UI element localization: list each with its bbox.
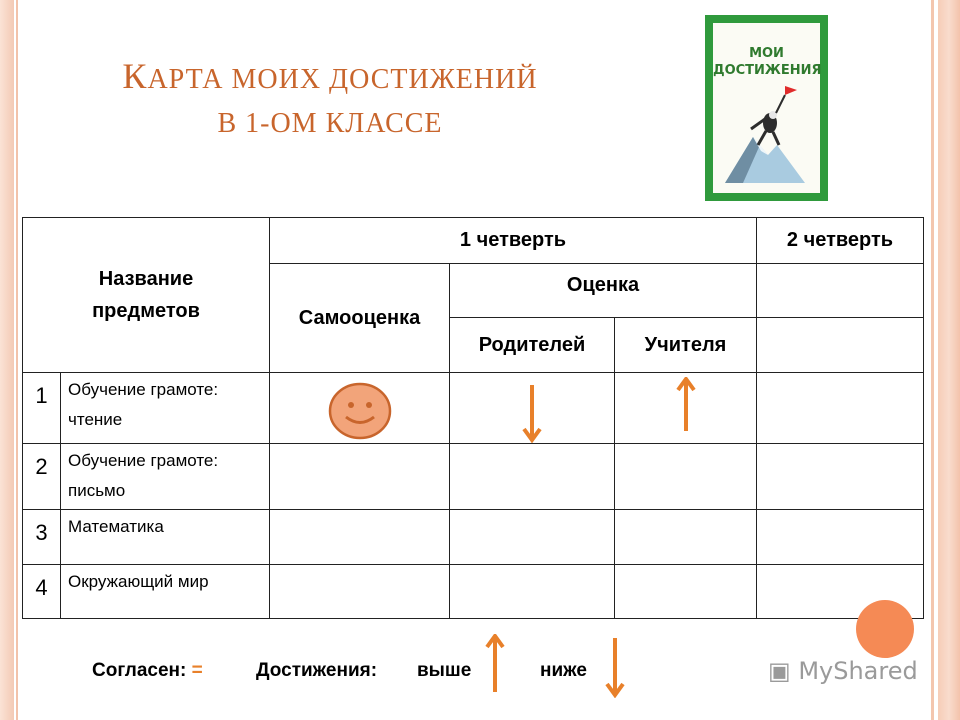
teacher-grade-cell[interactable] — [615, 444, 757, 510]
watermark-text: MyShared — [798, 657, 918, 685]
quarter-2-cell[interactable] — [757, 510, 924, 565]
subject-name: Обучение грамоте: письмо — [61, 444, 270, 510]
quarter-2-cell[interactable] — [757, 444, 924, 510]
parents-grade-cell[interactable] — [450, 373, 615, 444]
parents-grade-cell[interactable] — [450, 565, 615, 619]
achievements-table — [22, 217, 924, 619]
title-capital: К — [122, 56, 148, 96]
row-number: 2 — [23, 444, 61, 510]
equals-symbol: = — [191, 660, 203, 681]
legend-achievements-label: Достижения: — [256, 660, 378, 681]
cover-line-2: ДОСТИЖЕНИЯ — [713, 63, 822, 78]
quarter-1-header: 1 четверть — [270, 218, 757, 264]
row-number: 3 — [23, 510, 61, 565]
arrow-down-icon — [522, 383, 542, 443]
teacher-grade-cell[interactable] — [615, 565, 757, 619]
table-row — [23, 373, 924, 444]
legend-agree — [92, 660, 203, 682]
title-line-1 — [0, 54, 660, 102]
climber-on-mountain-icon — [713, 85, 820, 193]
header-row-1 — [23, 218, 924, 264]
book-cover-image — [705, 15, 828, 201]
decor-circle — [856, 600, 914, 658]
legend-agree-label: Согласен: — [92, 660, 187, 681]
watermark — [768, 657, 918, 685]
self-assessment-cell[interactable] — [270, 444, 450, 510]
legend-arrow-down-icon — [604, 636, 626, 698]
row-number: 4 — [23, 565, 61, 619]
cover-line-1: МОИ — [749, 46, 784, 61]
legend-arrow-up-icon — [485, 634, 505, 694]
subject-name: Окружающий мир — [61, 565, 270, 619]
self-assessment-cell[interactable] — [270, 510, 450, 565]
grade-header: Оценка — [450, 264, 757, 318]
subject-name: Обучение грамоте: чтение — [61, 373, 270, 444]
row-number: 1 — [23, 373, 61, 444]
parents-grade-cell[interactable] — [450, 510, 615, 565]
teacher-header: Учителя — [615, 318, 757, 373]
parents-grade-cell[interactable] — [450, 444, 615, 510]
legend-higher-label: выше — [417, 660, 472, 681]
parents-header: Родителей — [450, 318, 615, 373]
table-row — [23, 510, 924, 565]
quarter-2-cell[interactable] — [757, 318, 924, 373]
quarter-2-cell[interactable] — [757, 373, 924, 444]
legend-lower-label: ниже — [540, 660, 587, 681]
book-cover-title — [713, 45, 820, 79]
right-decor-line — [931, 0, 934, 720]
self-assessment-cell[interactable] — [270, 373, 450, 444]
table-row — [23, 565, 924, 619]
subject-name: Математика — [61, 510, 270, 565]
title-line-2: В 1-ОМ КЛАССЕ — [217, 108, 443, 139]
teacher-grade-cell[interactable] — [615, 510, 757, 565]
watermark-icon: ▣ — [768, 657, 799, 685]
subject-header-label: Название предметов — [92, 268, 200, 322]
teacher-grade-cell[interactable] — [615, 373, 757, 444]
right-decor-stripe — [938, 0, 960, 720]
table-row — [23, 444, 924, 510]
quarter-2-header: 2 четверть — [757, 218, 924, 264]
self-assessment-cell[interactable] — [270, 565, 450, 619]
subject-header — [23, 218, 270, 373]
title-line-1-text: АРТА МОИХ ДОСТИЖЕНИЙ — [147, 64, 538, 95]
self-assessment-header: Самооценка — [270, 264, 450, 373]
page-title — [0, 54, 660, 146]
smiley-icon — [328, 381, 392, 441]
arrow-up-icon — [676, 377, 696, 433]
quarter-2-cell[interactable] — [757, 264, 924, 318]
